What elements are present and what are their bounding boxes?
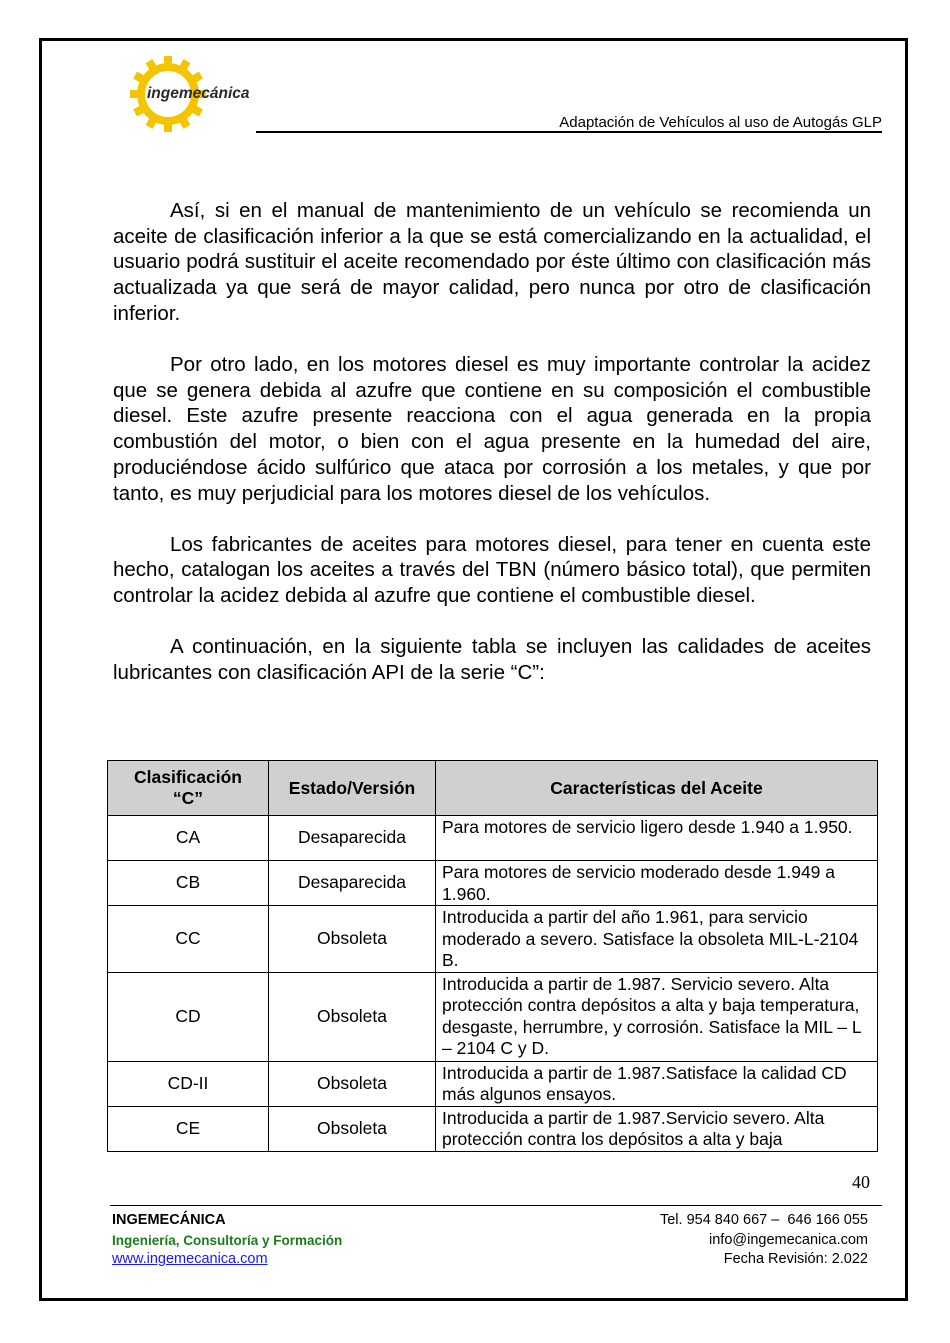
cell-caracteristicas: Introducida a partir de 1.987.Satisface la calidad CD más algunos ensayos. (436, 1061, 878, 1106)
cell-clase: CE (108, 1106, 269, 1151)
table-row (108, 861, 878, 906)
cell-clase: CD-II (108, 1061, 269, 1106)
column-header-clasificacion (108, 761, 269, 816)
cell-estado: Desaparecida (269, 816, 436, 861)
footer-tagline: Ingeniería, Consultoría y Formación (112, 1232, 343, 1248)
body-text (113, 198, 871, 711)
footer-phone: Tel. 954 840 667 – 646 166 055 (659, 1212, 868, 1228)
cell-caracteristicas: Para motores de servicio ligero desde 1.940 a 1.950. (436, 816, 878, 861)
logo-text: ingemecánica (147, 85, 250, 102)
paragraph: Así, si en el manual de mantenimiento de un vehículo se recomienda un aceite de clasificación inferior a la que se está comercializando en la actualidad, el usuario podrá sustituir el aceite recomendado por éste último con clasificación más actualizada ya que será de mayor calidad, pero nunca por otro de clasificación inferior. (113, 199, 871, 325)
cell-estado: Desaparecida (269, 861, 436, 906)
table-row (108, 906, 878, 973)
footer-left (112, 1211, 342, 1270)
cell-clase: CA (108, 816, 269, 861)
table-row (108, 972, 878, 1061)
cell-caracteristicas: Para motores de servicio moderado desde 1.949 a 1.960. (436, 861, 878, 906)
table-header-row (108, 761, 878, 816)
paragraph: Los fabricantes de aceites para motores diesel, para tener en cuenta este hecho, catalogan los aceites a través del TBN (número básico total), que permiten controlar la acidez debida al azufre que contiene el combustible diesel. (113, 532, 871, 608)
footer-revision-date: Fecha Revisión: 2.022 (723, 1251, 868, 1267)
cell-caracteristicas: Introducida a partir de 1.987. Servicio severo. Alta protección contra depósitos a alta y baja temperatura, desgaste, herrumbre, y corrosión. Satisface la MIL – L – 2104 C y D. (436, 972, 878, 1061)
cell-estado: Obsoleta (269, 1106, 436, 1151)
cell-clase: CD (108, 972, 269, 1061)
table-row (108, 816, 878, 861)
cell-caracteristicas: Introducida a partir de 1.987.Servicio severo. Alta protección contra los depósitos a alta y baja (436, 1106, 878, 1151)
cell-clase: CC (108, 906, 269, 973)
cell-estado: Obsoleta (269, 906, 436, 973)
cell-estado: Obsoleta (269, 972, 436, 1061)
footer-right (660, 1211, 868, 1270)
paragraph: Por otro lado, en los motores diesel es muy importante controlar la acidez que se genera debida al azufre que contiene en su composición el combustible diesel. Este azufre presente reacciona con el agua generada en la propia combustión del motor, o bien con el agua presente en la humedad del aire, produciéndose ácido sulfúrico que ataca por corrosión a los metales, y que por tanto, es muy perjudicial para los motores diesel de los vehículos. (113, 353, 871, 505)
cell-estado: Obsoleta (269, 1061, 436, 1106)
column-header-estado: Estado/Versión (269, 761, 436, 816)
header-divider (256, 131, 882, 133)
footer-company: INGEMECÁNICA (112, 1212, 226, 1228)
table-row (108, 1061, 878, 1106)
table-row (108, 1106, 878, 1151)
footer-email: info@ingemecanica.com (709, 1231, 868, 1248)
footer-divider (110, 1205, 882, 1206)
page-number: 40 (852, 1172, 870, 1192)
footer-website-link[interactable]: www.ingemecanica.com (112, 1251, 268, 1267)
gear-logo-icon (128, 52, 268, 132)
ingemecanica-logo (128, 52, 268, 132)
cell-caracteristicas: Introducida a partir del año 1.961, para servicio moderado a severo. Satisface la obsoleta MIL-L-2104 B. (436, 906, 878, 973)
cell-clase: CB (108, 861, 269, 906)
paragraph: A continuación, en la siguiente tabla se incluyen las calidades de aceites lubricantes con clasificación API de la serie “C”: (113, 635, 871, 685)
api-c-series-table (107, 760, 878, 1152)
header-label: Clasificación “C” (134, 767, 242, 808)
header-title: Adaptación de Vehículos al uso de Autogás GLP (559, 114, 882, 131)
column-header-caracteristicas: Características del Aceite (436, 761, 878, 816)
